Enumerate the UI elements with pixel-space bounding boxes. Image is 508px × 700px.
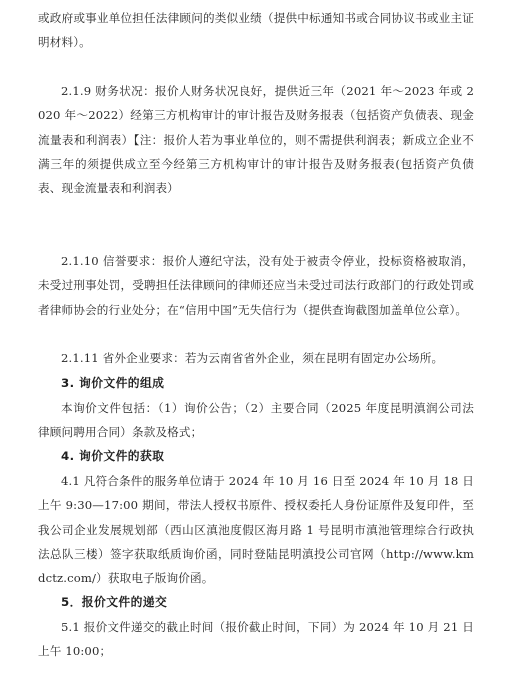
paragraph-prior-performance-continuation: 或政府或事业单位担任法律顾问的类似业绩（提供中标通知书或合同协议书或业主证明材料）。: [38, 11, 474, 50]
section-heading-inquiry-composition: 3. 询价文件的组成: [61, 376, 165, 390]
paragraph-submission-deadline: 5.1 报价文件递交的截止时间（报价截止时间，下同）为 2024 年 10 月 21 日上午 10:00；: [38, 620, 474, 659]
paragraph-obtaining-documents: 4.1 凡符合条件的服务单位请于 2024 年 10 月 16 日至 2024 年 10 月 18 日上午 9:30—17:00 期间，带法人授权书原件、授权委托人身份证原件及复印件，至我公司企业发展规划部（西山区滇池度假区海月路 1 号昆明市滇池管理综合行政执法总队三楼）签字获取纸质询价函，同时登陆昆明滇投公司官网（http://www.kmdctz.com/）获取电子版询价函。: [38, 474, 474, 586]
paragraph-credit-requirements: 2.1.10 信誉要求：报价人遵纪守法，没有处于被责令停业，投标资格被取消，未受过刑事处罚，受聘担任法律顾问的律师还应当未受过司法行政部门的行政处罚或者律师协会的行业处分；在“信用中国”无失信行为（提供查询截图加盖单位公章）。: [38, 254, 474, 317]
section-heading-obtaining-documents: 4. 询价文件的获取: [61, 449, 165, 463]
paragraph-out-of-province-requirement: 2.1.11 省外企业要求：若为云南省省外企业，须在昆明有固定办公场所。: [61, 351, 444, 365]
section-heading-submission: 5．报价文件的递交: [61, 595, 168, 609]
paragraph-financial-status: 2.1.9 财务状况：报价人财务状况良好，提供近三年（2021 年～2023 年或 2020 年～2022）经第三方机构审计的审计报告及财务报表（包括资产负债表、现金流量表和利润表）【注：报价人若为事业单位的，则不需提供利润表；新成立企业不满三年的须提供成立至今经第三方机构审计的审计报告及财务报表(包括资产负债表、现金流量表和利润表）: [38, 84, 474, 196]
paragraph-inquiry-composition: 本询价文件包括：（1）询价公告；（2）主要合同（2025 年度昆明滇润公司法律顾问聘用合同）条款及格式；: [38, 401, 474, 440]
